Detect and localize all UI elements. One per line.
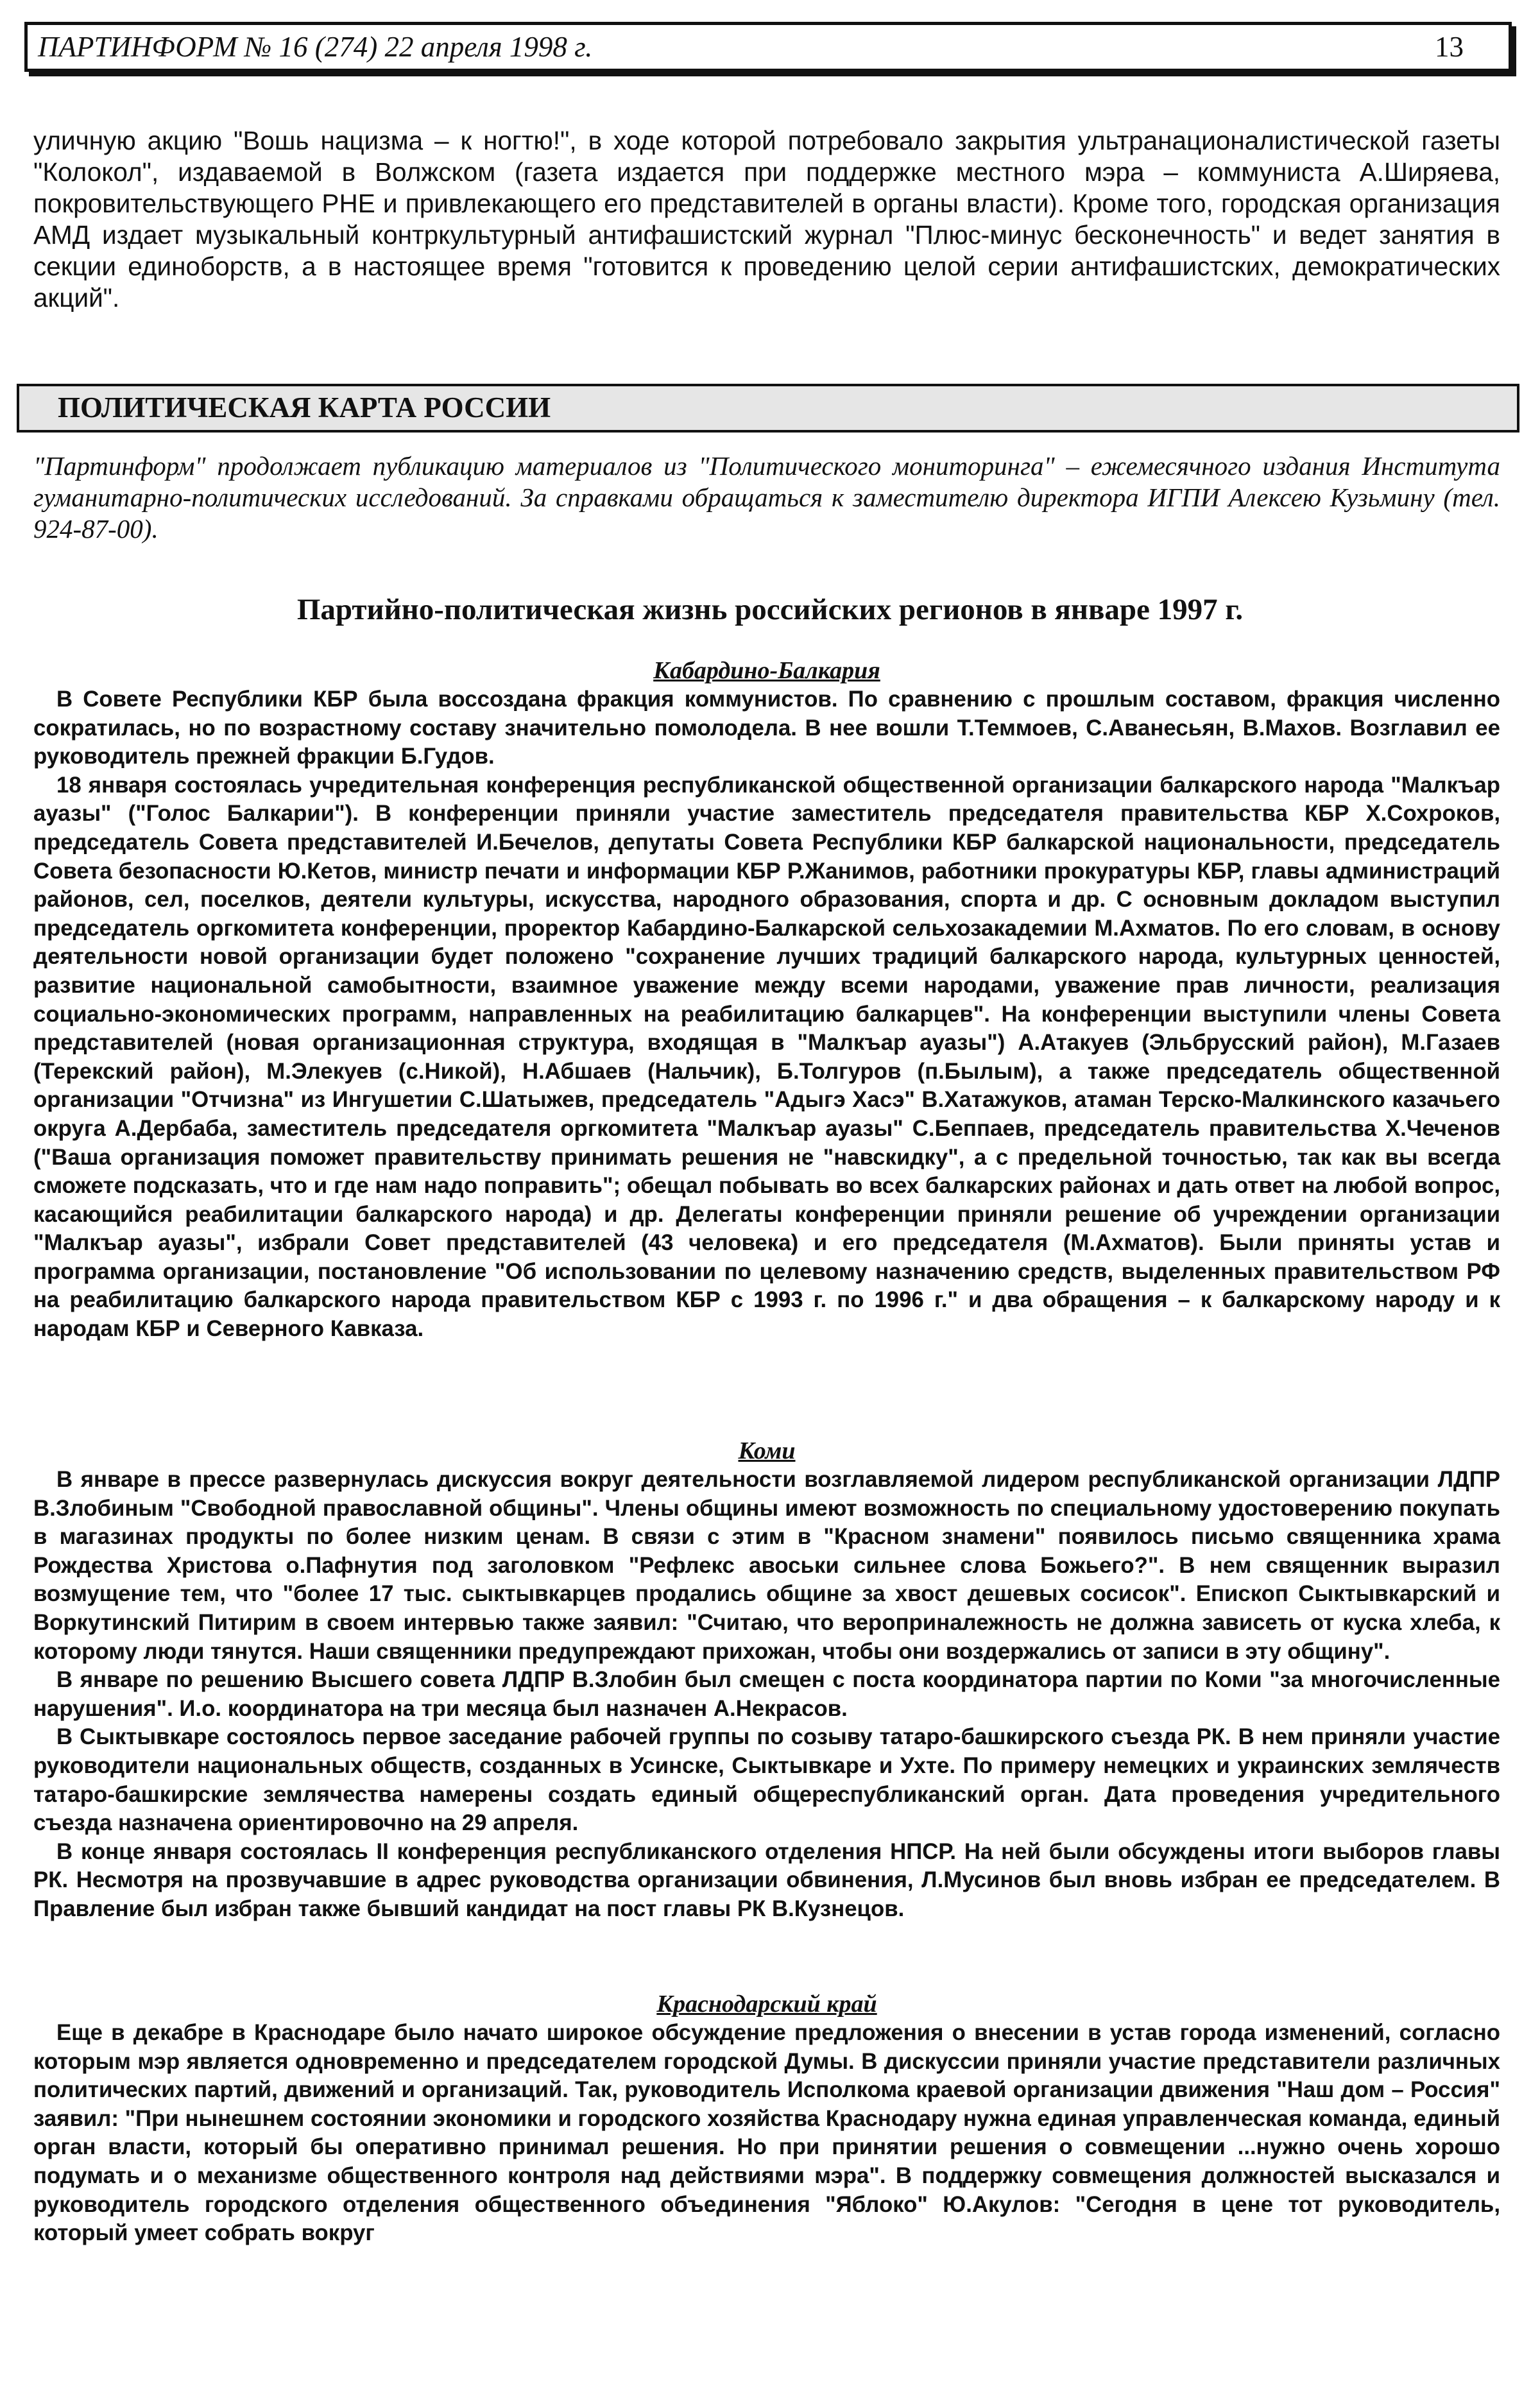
region-komi <box>33 1436 1500 1924</box>
region-paragraph: В Совете Республики КБР была воссоздана фракция коммунистов. По сравнению с прошлым составом, фракция численно сократилась, но по возрастному составу значительно помолодела. В нее вошли Т.Теммоев, С.Аванесьян, В.Махов. Возглавил ее руководитель прежней фракции Б.Гудов. <box>33 687 1500 769</box>
lead-paragraph: "Партинформ" продолжает публикацию материалов из "Политического мониторинга" – ежемесячного издания Института гуманитарно-политических исследований. За справками обращаться к заместителю директора ИГПИ Алексею Кузьмину (тел. 924-87-00). <box>33 451 1500 544</box>
intro-paragraph: уличную акцию "Вошь нацизма – к ногтю!", в ходе которой потребовало закрытия ультранационалистической газеты "Колокол", издаваемой в Волжском (газета издается при поддержке местного мэра – коммуниста А.Ширяева, покровительствующего РНЕ и привлекающего его представителей в органы власти). Кроме того, городская организация АМД издает музыкальный контркультурный антифашистский журнал "Плюс-минус бесконечность" и ведет занятия в секции единоборств, а в настоящее время "готовится к проведению целой серии антифашистских, демократических акций". <box>33 126 1500 313</box>
page-number: 13 <box>1435 31 1464 63</box>
region-heading: Кабардино-Балкария <box>653 657 880 684</box>
main-heading: Партийно-политическая жизнь российских регионов в январе 1997 г. <box>296 593 1244 626</box>
publication-title: ПАРТИНФОРМ № 16 (274) 22 апреля 1998 г. <box>38 31 593 63</box>
section-title: ПОЛИТИЧЕСКАЯ КАРТА РОССИИ <box>58 391 551 424</box>
region-krasnodar <box>33 1989 1500 2248</box>
region-paragraph: Еще в декабре в Краснодаре было начато широкое обсуждение предложения о внесении в устав города изменений, согласно которым мэр является одновременно и председателем городской Думы. В дискуссии приняли участие представители различных политических партий, движений и организаций. Так, руководитель Исполкома краевой организации движения "Наш дом – Россия" заявил: "При нынешнем состоянии экономики и городского хозяйства Краснодару нужна единая управленческая команда, единый орган власти, который бы оперативно принимал решения. Но при принятии решения о совмещении ...нужно очень хорошо подумать и о механизме общественного контроля над действиями мэра". В поддержку совмещения должностей высказался и руководитель городского отделения общественного объединения "Яблоко" Ю.Акулов: "Сегодня в цене тот руководитель, который умеет собрать вокруг <box>33 2020 1500 2246</box>
region-paragraph: В Сыктывкаре состоялось первое заседание рабочей группы по созыву татаро-башкирского съезда РК. В нем приняли участие руководители национальных обществ, созданных в Усинске, Сыктывкаре и Ухте. По примеру немецких и украинских землячеств татаро-башкирские землячества намерены создать единый общереспубликанский орган. Дата проведения учредительного съезда назначена ориентировочно на 29 апреля. <box>33 1724 1500 1836</box>
region-paragraph: В конце января состоялась II конференция республиканского отделения НПСР. На ней были обсуждены итоги выборов главы РК. Несмотря на прозвучавшие в адрес руководства организации обвинения, Л.Мусинов был вновь избран ее председателем. В Правление был избран также бывший кандидат на пост главы РК В.Кузнецов. <box>33 1838 1500 1921</box>
region-heading: Коми <box>738 1437 796 1464</box>
region-paragraph: В январе по решению Высшего совета ЛДПР В.Злобин был смещен с поста координатора партии по Коми "за многочисленные нарушения". И.о. координатора на три месяца был назначен А.Некрасов. <box>33 1667 1500 1721</box>
section-header <box>17 384 1519 433</box>
region-kabardino-balkaria <box>33 656 1500 1344</box>
region-heading: Краснодарский край <box>656 1991 877 2018</box>
region-paragraph: 18 января состоялась учредительная конференция республиканской общественной организации балкарского народа "Малкъар ауазы" ("Голос Балкарии"). В конференции приняли участие заместитель председателя правительства КБР Х.Сохроков, председатель Совета представителей И.Бечелов, депутаты Совета Республики КБР балкарской национальности, председатель Совета безопасности Ю.Кетов, министр печати и информации КБР Р.Жанимов, работники прокуратуры КБР, главы администраций районов, сел, поселков, деятели культуры, искусства, народного образования, спорта и др. С основным докладом выступил председатель оргкомитета конференции, проректор Кабардино-Балкарской сельхозакадемии М.Ахматов. По его словам, в основу деятельности новой организации будет положено "сохранение лучших традиций балкарского народа, культурных ценностей, развитие национальной самобытности, взаимное уважение между всеми народами, уважение прав личности, реализация социально-экономических программ, направленных на реабилитацию балкарцев". На конференции выступили члены Совета представителей (новая организационная структура, входящая в "Малкъар ауазы") А.Атакуев (Эльбрусский район), М.Газаев (Терекский район), М.Элекуев (с.Никой), Н.Абшаев (Нальчик), Б.Толгуров (п.Былым), а также председатель общественной организации "Отчизна" из Ингушетии С.Шатыжев, председатель "Адыгэ Хасэ" В.Хатажуков, атаман Терско-Малкинского казачьего округа А.Дербаба, заместитель председателя оргкомитета "Малкъар ауазы" С.Беппаев, председатель правительства Х.Чеченов ("Ваша организация поможет правительству принимать решения не "навскидку", а с предельной точностью, так как вы всегда сможете подсказать, что и где нам надо поправить"; обещал побывать во всех балкарских районах и дать ответ на любой вопрос, касающийся реабилитации балкарского народа) и др. Делегаты конференции приняли решение об учреждении организации "Малкъар ауазы", избрали Совет представителей (43 человека) и его председателя (М.Ахматов). Были приняты устав и программа организации, постановление "Об использовании по целевому назначению средств, выделенных правительством РФ на реабилитацию балкарского народа правительством КБР с 1993 г. по 1996 г." и два обращения – к балкарскому народу и к народам КБР и Северного Кавказа. <box>33 772 1500 1342</box>
region-paragraph: В январе в прессе развернулась дискуссия вокруг деятельности возглавляемой лидером республиканской организации ЛДПР В.Злобиным "Свободной православной общины". Члены общины имеют возможность по специальному удостоверению покупать в магазинах продукты по более низким ценам. В связи с этим в "Красном знамени" появилось письмо священника храма Рождества Христова о.Пафнутия под заголовком "Рефлекс авоськи сильнее слова Божьего?". В нем священник выразил возмущение тем, что "более 17 тыс. сыктывкарцев продались общине за хвост дешевых сосисок". Епископ Сыктывкарский и Воркутинский Питирим в своем интервью также заявил: "Считаю, что вероприналежность не должна зависеть от куска хлеба, к которому люди тянутся. Наши священники предупреждают прихожан, чтобы они воздержались от записи в эту общину". <box>33 1467 1500 1664</box>
page-header <box>24 22 1512 72</box>
